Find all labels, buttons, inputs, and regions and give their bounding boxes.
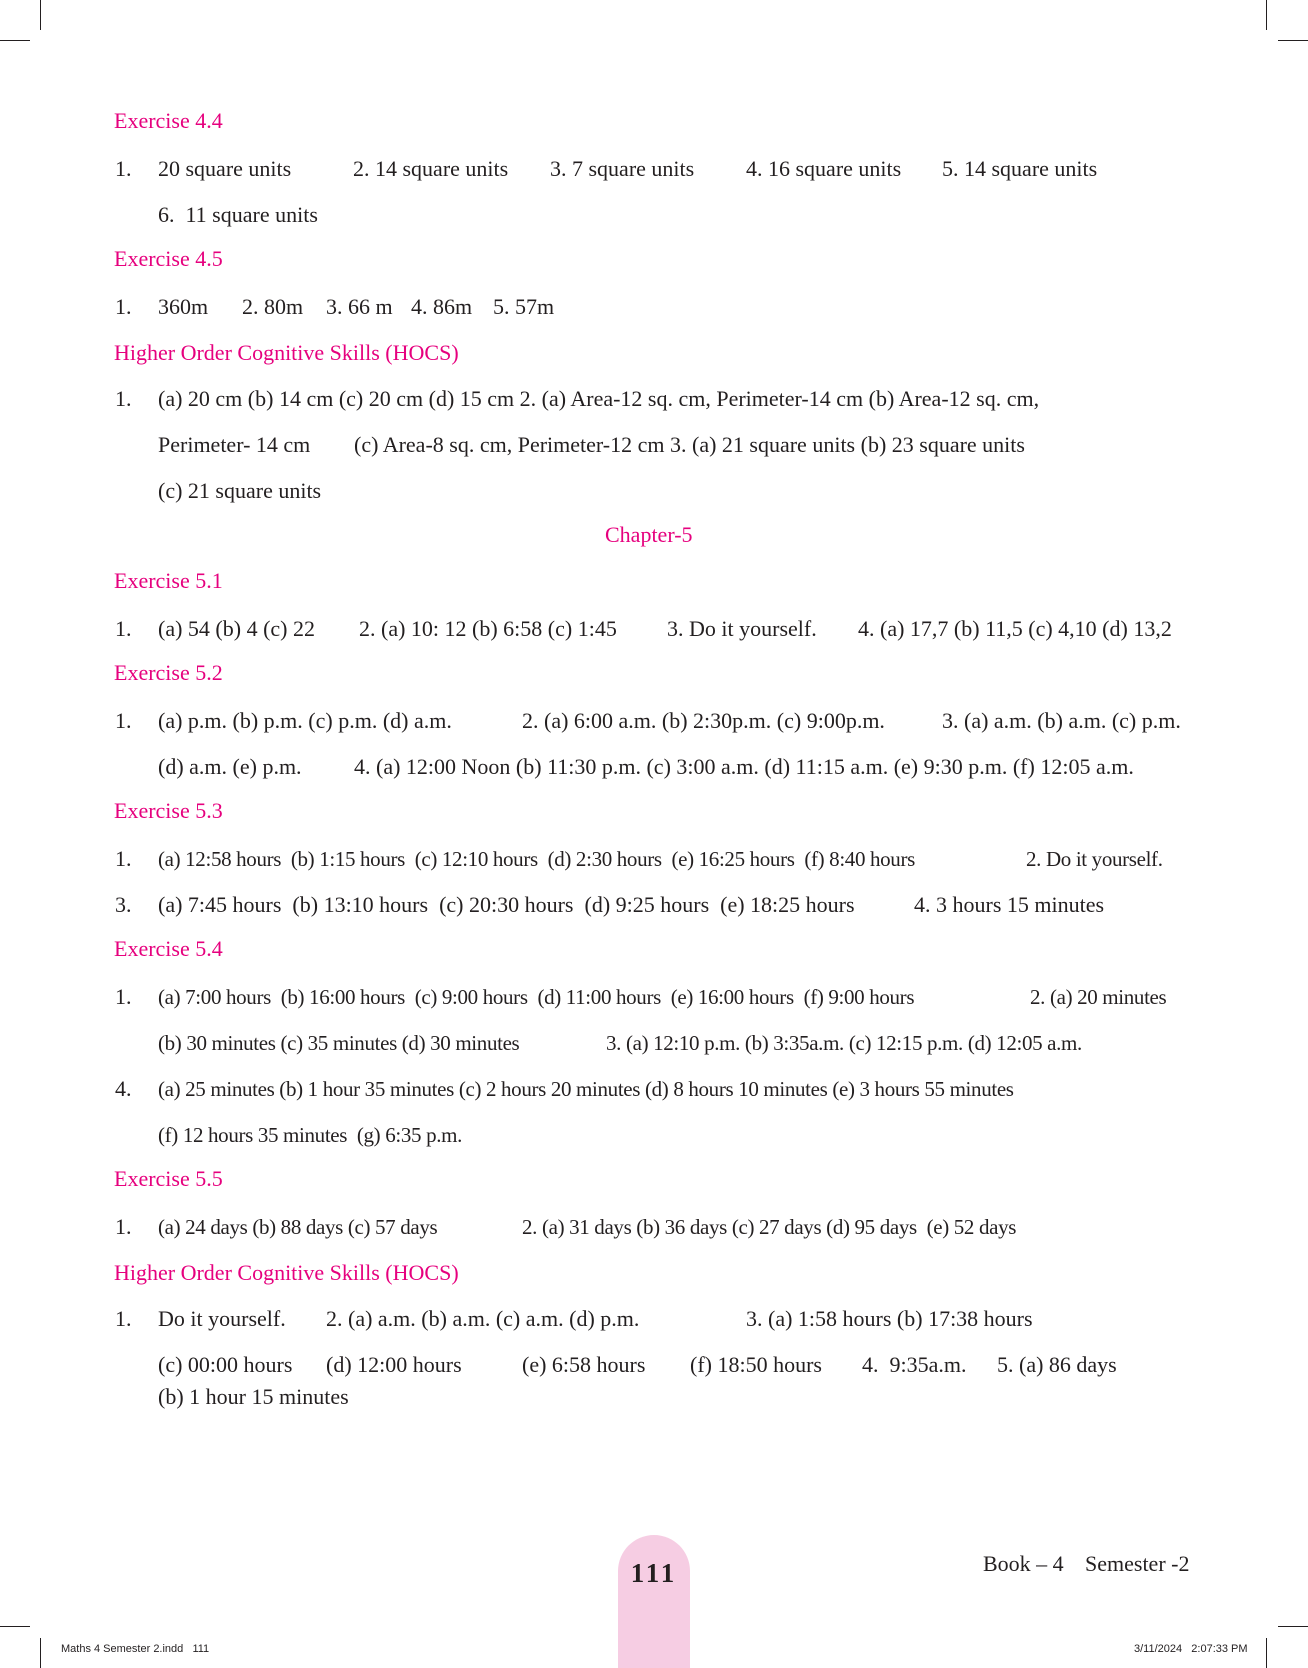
answer-text: (f) 12 hours 35 minutes (g) 6:35 p.m. <box>158 1123 462 1147</box>
answer-text: 2. (a) 31 days (b) 36 days (c) 27 days (d) 95 days (e) 52 days <box>522 1215 1017 1239</box>
answer-text: (e) 6:58 hours <box>522 1352 646 1377</box>
answer-text: 3. 7 square units <box>550 156 695 181</box>
answer-text: 3. (a) 12:10 p.m. (b) 3:35a.m. (c) 12:15 p.m. (d) 12:05 a.m. <box>606 1031 1082 1055</box>
answer-text: 6. 11 square units <box>158 202 318 227</box>
crop-mark <box>1266 0 1267 30</box>
answer-text: (c) 21 square units <box>158 478 322 503</box>
item-number: 1. <box>115 294 132 319</box>
section-heading: Exercise 5.4 <box>114 936 223 961</box>
crop-mark <box>1278 40 1308 41</box>
book-label: Book – 4 <box>983 1551 1064 1576</box>
answer-text: (a) 54 (b) 4 (c) 22 <box>158 616 315 641</box>
answer-text: 3. (a) a.m. (b) a.m. (c) p.m. <box>942 708 1181 733</box>
crop-mark <box>40 1638 41 1668</box>
section-heading: Exercise 4.4 <box>114 108 223 133</box>
section-heading: Exercise 4.5 <box>114 246 223 271</box>
section-heading: Exercise 5.2 <box>114 660 223 685</box>
answer-text: 4. 16 square units <box>746 156 902 181</box>
answer-text: (b) 30 minutes (c) 35 minutes (d) 30 minutes <box>158 1031 520 1055</box>
answer-text: 4. 3 hours 15 minutes <box>914 892 1105 917</box>
answer-text: 5. 14 square units <box>942 156 1098 181</box>
answer-text: 2. (a) 20 minutes <box>1030 985 1167 1009</box>
item-number: 1. <box>115 708 132 733</box>
crop-mark <box>1278 1626 1308 1627</box>
page-number-tab <box>618 1535 690 1668</box>
answer-text: (d) a.m. (e) p.m. <box>158 754 302 779</box>
answer-text: 4. (a) 17,7 (b) 11,5 (c) 4,10 (d) 13,2 <box>858 616 1172 641</box>
slug-filename: Maths 4 Semester 2.indd 111 <box>61 1643 210 1655</box>
section-heading: Exercise 5.3 <box>114 798 223 823</box>
answer-text: Do it yourself. <box>158 1306 286 1331</box>
answer-text: 3. Do it yourself. <box>667 616 817 641</box>
item-number: 1. <box>115 1306 132 1331</box>
answer-text: (c) Area-8 sq. cm, Perimeter-12 cm 3. (a) 21 square units (b) 23 square units <box>354 432 1025 457</box>
answer-text: (f) 18:50 hours <box>690 1352 822 1377</box>
answer-text: (a) 7:00 hours (b) 16:00 hours (c) 9:00 hours (d) 11:00 hours (e) 16:00 hours (f) 9:00 hours <box>158 985 915 1009</box>
answer-text: (a) 25 minutes (b) 1 hour 35 minutes (c) 2 hours 20 minutes (d) 8 hours 10 minutes (e) 3 hours 55 minutes <box>158 1077 1014 1101</box>
item-number: 3. <box>115 892 132 917</box>
crop-mark <box>40 0 41 30</box>
answer-text: 4. 9:35a.m. <box>862 1352 967 1377</box>
answer-text: 2. (a) 6:00 a.m. (b) 2:30p.m. (c) 9:00p.m. <box>522 708 885 733</box>
answer-text: (a) 24 days (b) 88 days (c) 57 days <box>158 1215 438 1239</box>
chapter-title: Chapter-5 <box>605 522 693 547</box>
item-number: 1. <box>115 1214 132 1239</box>
answer-text: 2. 14 square units <box>353 156 509 181</box>
answer-text: 2. 80m <box>242 294 304 319</box>
answer-text: (a) 7:45 hours (b) 13:10 hours (c) 20:30 hours (d) 9:25 hours (e) 18:25 hours <box>158 892 855 917</box>
item-number: 1. <box>115 156 132 181</box>
answer-text: 2. (a) 10: 12 (b) 6:58 (c) 1:45 <box>359 616 617 641</box>
answer-text: (a) 20 cm (b) 14 cm (c) 20 cm (d) 15 cm 2. (a) Area-12 sq. cm, Perimeter-14 cm (b) Area-12 sq. cm, <box>158 386 1040 411</box>
answer-text: 3. 66 m <box>326 294 393 319</box>
answer-text: Perimeter- 14 cm <box>158 432 311 457</box>
section-heading: Exercise 5.1 <box>114 568 223 593</box>
section-heading: Exercise 5.5 <box>114 1166 223 1191</box>
semester-label: Semester -2 <box>1085 1551 1190 1576</box>
answer-text: 20 square units <box>158 156 292 181</box>
answer-text: (d) 12:00 hours <box>326 1352 462 1377</box>
answer-text: 360m <box>158 294 209 319</box>
answer-text: 2. Do it yourself. <box>1026 847 1163 871</box>
answer-text: (c) 00:00 hours <box>158 1352 293 1377</box>
crop-mark <box>0 40 30 41</box>
item-number: 1. <box>115 386 132 411</box>
section-heading: Higher Order Cognitive Skills (HOCS) <box>114 340 459 365</box>
answer-text: 5. (a) 86 days <box>997 1352 1117 1377</box>
crop-mark <box>1266 1638 1267 1668</box>
item-number: 1. <box>115 984 132 1009</box>
answer-text: 3. (a) 1:58 hours (b) 17:38 hours <box>746 1306 1033 1331</box>
answer-text: 5. 57m <box>493 294 555 319</box>
answer-text: (b) 1 hour 15 minutes <box>158 1384 349 1409</box>
crop-mark <box>0 1626 30 1627</box>
item-number: 4. <box>115 1076 132 1101</box>
section-heading: Higher Order Cognitive Skills (HOCS) <box>114 1260 459 1285</box>
answer-text: (a) p.m. (b) p.m. (c) p.m. (d) a.m. <box>158 708 452 733</box>
answer-text: (a) 12:58 hours (b) 1:15 hours (c) 12:10 hours (d) 2:30 hours (e) 16:25 hours (f) 8:40 hours <box>158 847 915 871</box>
slug-timestamp: 3/11/2024 2:07:33 PM <box>1134 1643 1248 1655</box>
answer-text: 4. (a) 12:00 Noon (b) 11:30 p.m. (c) 3:00 a.m. (d) 11:15 a.m. (e) 9:30 p.m. (f) 12:05 a.m. <box>354 754 1134 779</box>
item-number: 1. <box>115 846 132 871</box>
answer-text: 2. (a) a.m. (b) a.m. (c) a.m. (d) p.m. <box>326 1306 640 1331</box>
answer-text: 4. 86m <box>411 294 473 319</box>
page-number: 111 <box>630 1558 678 1588</box>
item-number: 1. <box>115 616 132 641</box>
